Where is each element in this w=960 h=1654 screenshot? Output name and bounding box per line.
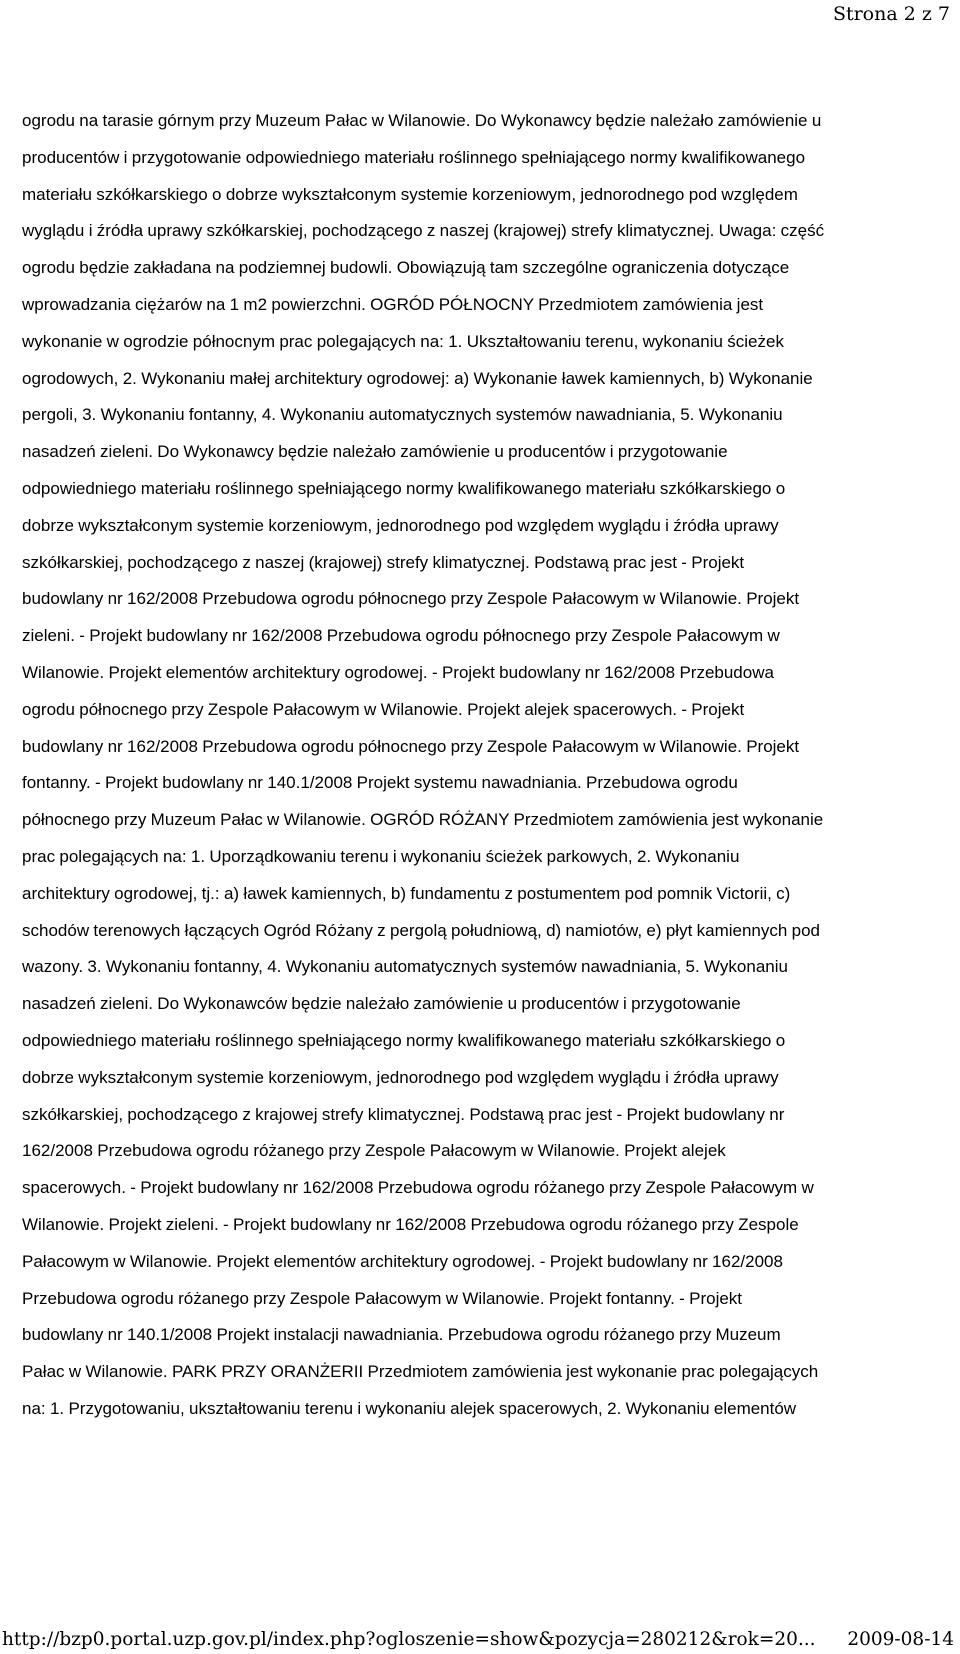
text-line: dobrze wykształconym systemie korzeniowym, jednorodnego pod względem wyglądu i źródła uprawy xyxy=(22,1067,779,1087)
text-line: szkółkarskiej, pochodzącego z naszej (krajowej) strefy klimatycznej. Podstawą prac jest - Projekt xyxy=(22,552,745,572)
document-body-text xyxy=(22,103,954,1428)
text-line: Wilanowie. Projekt zieleni. - Projekt budowlany nr 162/2008 Przebudowa ogrodu różanego przy Zespole xyxy=(22,1214,799,1234)
text-line: budowlany nr 140.1/2008 Projekt instalacji nawadniania. Przebudowa ogrodu różanego przy Muzeum xyxy=(22,1325,781,1345)
text-line: Pałacowym w Wilanowie. Projekt elementów architektury ogrodowej. - Projekt budowlany nr 162/2008 xyxy=(22,1251,783,1271)
text-line: wyglądu i źródła uprawy szkółkarskiej, pochodzącego z naszej (krajowej) strefy klimatycznej. Uwaga: część xyxy=(22,221,825,241)
text-line: materiału szkółkarskiego o dobrze wykształconym systemie korzeniowym, jednorodnego pod względem xyxy=(22,184,798,204)
text-line: Wilanowie. Projekt elementów architektury ogrodowej. - Projekt budowlany nr 162/2008 Przebudowa xyxy=(22,662,774,682)
text-line: północnego przy Muzeum Pałac w Wilanowie. OGRÓD RÓŻANY Przedmiotem zamówienia jest wykonanie xyxy=(22,810,824,830)
text-line: Przebudowa ogrodu różanego przy Zespole Pałacowym w Wilanowie. Projekt fontanny. - Projekt xyxy=(22,1288,743,1308)
text-line: ogrodu będzie zakładana na podziemnej budowli. Obowiązują tam szczególne ograniczenia dotyczące xyxy=(22,258,790,278)
text-line: wazony. 3. Wykonaniu fontanny, 4. Wykonaniu automatycznych systemów nawadniania, 5. Wykonaniu xyxy=(22,957,788,977)
footer-source-url: http://bzp0.portal.uzp.gov.pl/index.php?ogloszenie=show&pozycja=280212&rok=20... xyxy=(2,1629,816,1650)
text-line: spacerowych. - Projekt budowlany nr 162/2008 Przebudowa ogrodu różanego przy Zespole Pałacowym w xyxy=(22,1178,814,1198)
text-line: ogrodu na tarasie górnym przy Muzeum Pałac w Wilanowie. Do Wykonawcy będzie należało zamówienie u xyxy=(22,111,822,130)
text-line: szkółkarskiej, pochodzącego z krajowej strefy klimatycznej. Podstawą prac jest - Projekt budowlany nr xyxy=(22,1104,785,1124)
text-line: wprowadzania ciężarów na 1 m2 powierzchni. OGRÓD PÓŁNOCNY Przedmiotem zamówienia jest xyxy=(22,294,764,314)
text-line: ogrodowych, 2. Wykonaniu małej architektury ogrodowej: a) Wykonanie ławek kamiennych, b) Wykonanie xyxy=(22,368,813,388)
text-line: schodów terenowych łączących Ogród Różany z pergolą południową, d) namiotów, e) płyt kamiennych pod xyxy=(22,920,821,940)
text-line: odpowiedniego materiału roślinnego spełniającego normy kwalifikowanego materiału szkółkarskiego o xyxy=(22,478,786,498)
footer-print-date: 2009-08-14 xyxy=(847,1629,954,1650)
text-line: budowlany nr 162/2008 Przebudowa ogrodu północnego przy Zespole Pałacowym w Wilanowie. Projekt xyxy=(22,589,800,609)
text-line: 162/2008 Przebudowa ogrodu różanego przy Zespole Pałacowym w Wilanowie. Projekt alejek xyxy=(22,1141,726,1161)
text-line: architektury ogrodowej, tj.: a) ławek kamiennych, b) fundamentu z postumentem pod pomnik Victorii, c) xyxy=(22,883,791,903)
text-line: odpowiedniego materiału roślinnego spełniającego normy kwalifikowanego materiału szkółkarskiego o xyxy=(22,1030,786,1050)
text-line: producentów i przygotowanie odpowiedniego materiału roślinnego spełniającego normy kwalifikowanego xyxy=(22,147,806,167)
text-line: nasadzeń zieleni. Do Wykonawcy będzie należało zamówienie u producentów i przygotowanie xyxy=(22,442,728,462)
text-line: pergoli, 3. Wykonaniu fontanny, 4. Wykonaniu automatycznych systemów nawadniania, 5. Wykonaniu xyxy=(22,405,783,425)
text-line: dobrze wykształconym systemie korzeniowym, jednorodnego pod względem wyglądu i źródła uprawy xyxy=(22,515,779,535)
page-footer xyxy=(0,1626,960,1654)
text-line: Pałac w Wilanowie. PARK PRZY ORANŻERII Przedmiotem zamówienia jest wykonanie prac polegających xyxy=(22,1362,819,1382)
text-line: nasadzeń zieleni. Do Wykonawców będzie należało zamówienie u producentów i przygotowanie xyxy=(22,994,741,1014)
text-line: wykonanie w ogrodzie północnym prac polegających na: 1. Ukształtowaniu terenu, wykonaniu ścieżek xyxy=(22,331,784,351)
text-line: budowlany nr 162/2008 Przebudowa ogrodu północnego przy Zespole Pałacowym w Wilanowie. Projekt xyxy=(22,736,800,756)
text-line: ogrodu północnego przy Zespole Pałacowym w Wilanowie. Projekt alejek spacerowych. - Projekt xyxy=(22,699,745,719)
text-line: zieleni. - Projekt budowlany nr 162/2008 Przebudowa ogrodu północnego przy Zespole Pałacowym w xyxy=(22,626,780,646)
page-number-header: Strona 2 z 7 xyxy=(832,3,950,25)
text-line: prac polegających na: 1. Uporządkowaniu terenu i wykonaniu ścieżek parkowych, 2. Wykonaniu xyxy=(22,846,740,866)
text-line: fontanny. - Projekt budowlany nr 140.1/2008 Projekt systemu nawadniania. Przebudowa ogrodu xyxy=(22,773,738,793)
text-line: na: 1. Przygotowaniu, ukształtowaniu terenu i wykonaniu alejek spacerowych, 2. Wykonaniu elementów xyxy=(22,1398,797,1418)
